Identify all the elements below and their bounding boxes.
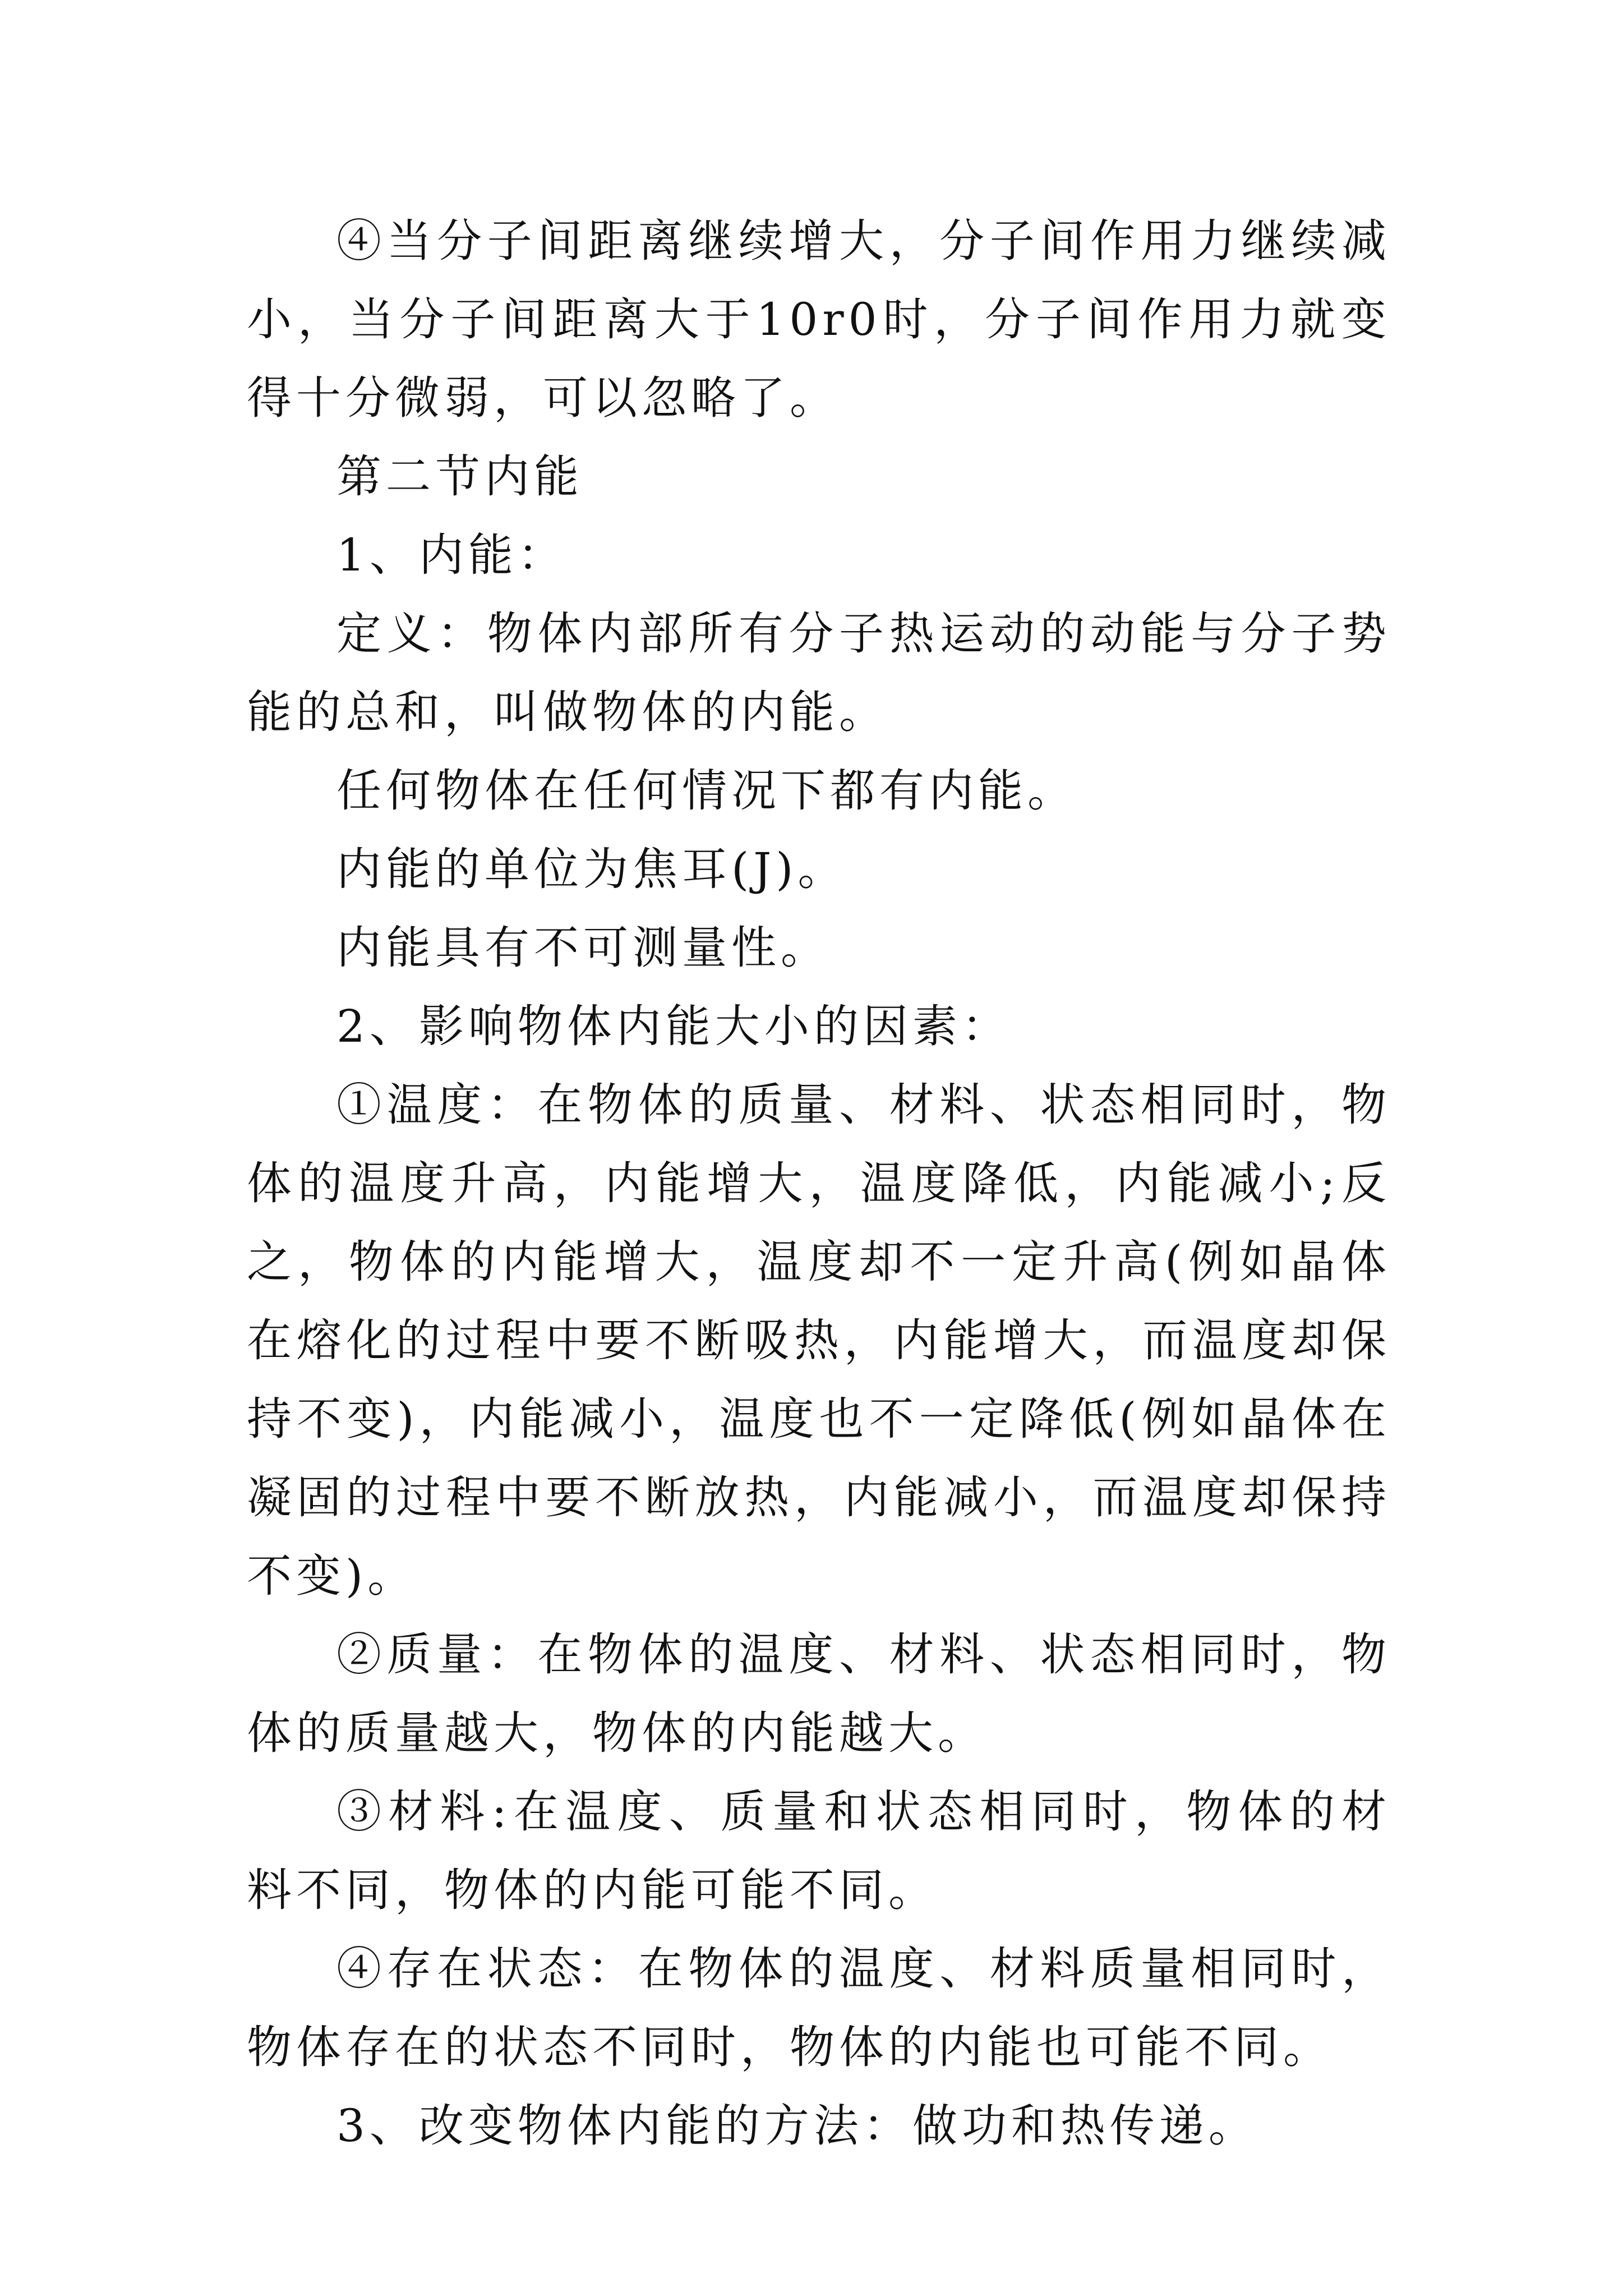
paragraph-unit: 内能的单位为焦耳(J)。 [336, 843, 847, 895]
paragraph-definition: 定义：物体内部所有分子热运动的动能与分子势能的总和，叫做物体的内能。 [247, 608, 1391, 738]
section-title: 第二节内能 [336, 450, 583, 503]
paragraph-molecular-distance: ④当分子间距离继续增大，分子间作用力继续减小，当分子间距离大于10r0时，分子间作用力就变得十分微弱，可以忽略了。 [247, 215, 1391, 424]
paragraph-any-object: 任何物体在任何情况下都有内能。 [336, 765, 1077, 817]
paragraph-material: ③材料:在温度、质量和状态相同时，物体的材料不同，物体的内能可能不同。 [247, 1786, 1391, 1916]
paragraph-unmeasurable: 内能具有不可测量性。 [336, 922, 830, 974]
item-influencing-factors: 2、影响物体内能大小的因素： [336, 1000, 1011, 1052]
paragraph-state: ④存在状态：在物体的温度、材料质量相同时，物体存在的状态不同时，物体的内能也可能不同。 [247, 1943, 1391, 2073]
document-page [247, 202, 1391, 2165]
item-methods: 3、改变物体内能的方法：做功和热传递。 [336, 2100, 1258, 2152]
item-internal-energy: 1、内能： [336, 529, 567, 581]
paragraph-temperature: ①温度：在物体的质量、材料、状态相同时，物体的温度升高，内能增大，温度降低，内能减小;反之，物体的内能增大，温度却不一定升高(例如晶体在熔化的过程中要不断吸热，内能增大，而温度却保持不变)，内能减小，温度也不一定降低(例如晶体在凝固的过程中要不断放热，内能减小，而温度却保持不变)。 [247, 1079, 1391, 1602]
paragraph-mass: ②质量：在物体的温度、材料、状态相同时，物体的质量越大，物体的内能越大。 [247, 1628, 1391, 1759]
